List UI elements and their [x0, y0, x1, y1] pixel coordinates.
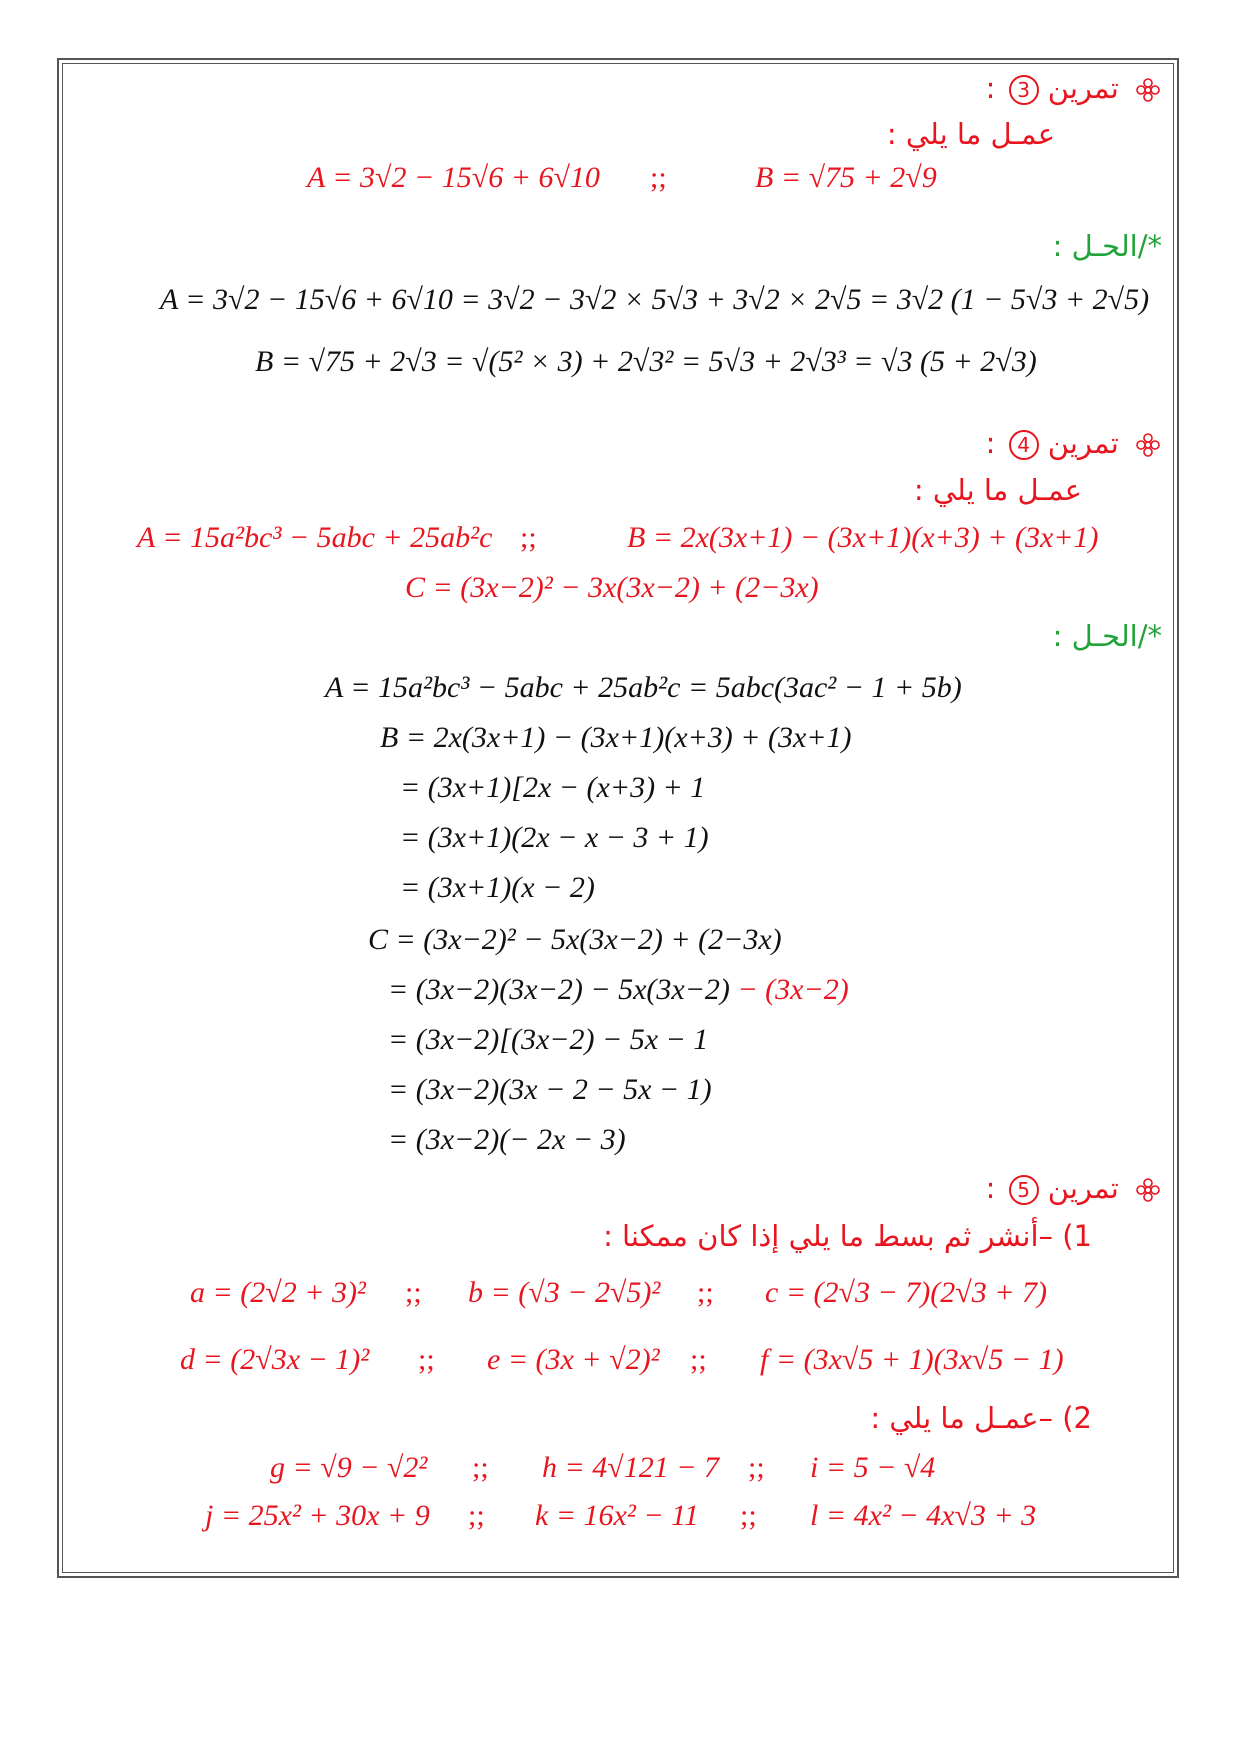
- exercise-3-solution-line: A = 3√2 − 15√6 + 6√10 = 3√2 − 3√2 × 5√3 + 3√2 × 2√5 = 3√2 (1 − 5√3 + 2√5): [160, 283, 1150, 316]
- exercise-4-solution-line: = (3x−2)(3x−2) − 5x(3x−2) − (3x−2): [388, 973, 849, 1006]
- exercise-3-expr-b: B = √75 + 2√9: [755, 161, 937, 194]
- exercise-4-expr-b: B = 2x(3x+1) − (3x+1)(x+3) + (3x+1): [627, 521, 1099, 554]
- exercise-4-solution-line: C = (3x−2)² − 5x(3x−2) + (2−3x): [368, 923, 782, 956]
- exercise-title: تمرين: [1047, 71, 1119, 105]
- exercise-number: 4: [1009, 430, 1039, 460]
- exercise-3-instruction: عمـل ما يلي :: [886, 117, 1055, 151]
- exercise-4-solution-label: */الحـل :: [1052, 619, 1162, 653]
- exercise-4-heading: تمرين 4 :: [986, 425, 1162, 461]
- exercise-4-solution-line: = (3x−2)(3x − 2 − 5x − 1): [388, 1073, 712, 1106]
- exercise-4-solution-line: = (3x+1)(2x − x − 3 + 1): [400, 821, 709, 854]
- separator: ;;: [690, 1343, 707, 1376]
- exercise-5-part1: 1) –أنشر ثم بسط ما يلي إذا كان ممكنا :: [603, 1219, 1092, 1253]
- exercise-5-expr: h = 4√121 − 7: [542, 1451, 719, 1484]
- exercise-4-solution-line: = (3x+1)(x − 2): [400, 871, 595, 904]
- exercise-5-expr: g = √9 − √2²: [270, 1451, 428, 1484]
- exercise-5-expr: b = (√3 − 2√5)²: [468, 1276, 661, 1309]
- exercise-5-expr: l = 4x² − 4x√3 + 3: [810, 1499, 1037, 1532]
- flower-icon: [1134, 1176, 1162, 1204]
- separator: ;;: [418, 1343, 435, 1376]
- exercise-4-solution-line: B = 2x(3x+1) − (3x+1)(x+3) + (3x+1): [380, 721, 852, 754]
- separator: ;;: [472, 1451, 489, 1484]
- exercise-4-solution-line: A = 15a²bc³ − 5abc + 25ab²c = 5abc(3ac² − 1 + 5b): [325, 671, 962, 704]
- exercise-5-expr: e = (3x + √2)²: [487, 1343, 660, 1376]
- exercise-5-expr: f = (3x√5 + 1)(3x√5 − 1): [760, 1343, 1064, 1376]
- exercise-4-expr-a: A = 15a²bc³ − 5abc + 25ab²c: [137, 521, 493, 554]
- separator: ;;: [740, 1499, 757, 1532]
- exercise-5-part2: 2) –عمـل ما يلي :: [870, 1401, 1092, 1435]
- separator: ;;: [405, 1276, 422, 1309]
- exercise-4-solution-line: = (3x−2)(− 2x − 3): [388, 1123, 626, 1156]
- exercise-4-expr-c: C = (3x−2)² − 3x(3x−2) + (2−3x): [405, 571, 819, 604]
- separator: ;;: [520, 521, 537, 554]
- exercise-5-expr: c = (2√3 − 7)(2√3 + 7): [765, 1276, 1047, 1309]
- exercise-5-expr: k = 16x² − 11: [535, 1499, 699, 1532]
- exercise-3-heading: تمرين 3 :: [986, 70, 1162, 106]
- exercise-number: 5: [1009, 1175, 1039, 1205]
- exercise-title: تمرين: [1047, 426, 1119, 460]
- separator: ;;: [748, 1451, 765, 1484]
- separator: ;;: [650, 161, 667, 194]
- exercise-4-instruction: عمـل ما يلي :: [913, 473, 1082, 507]
- exercise-3-solution-label: */الحـل :: [1052, 229, 1162, 263]
- separator: ;;: [697, 1276, 714, 1309]
- exercise-3-expr-a: A = 3√2 − 15√6 + 6√10: [307, 161, 600, 194]
- exercise-5-expr: a = (2√2 + 3)²: [190, 1276, 366, 1309]
- exercise-4-solution-line: = (3x+1)[2x − (x+3) + 1: [400, 771, 706, 804]
- exercise-3-solution-line: B = √75 + 2√3 = √(5² × 3) + 2√3² = 5√3 + 2√3³ = √3 (5 + 2√3): [255, 345, 1037, 378]
- exercise-5-expr: j = 25x² + 30x + 9: [205, 1499, 430, 1532]
- exercise-4-solution-line: = (3x−2)[(3x−2) − 5x − 1: [388, 1023, 709, 1056]
- exercise-5-heading: تمرين 5 :: [986, 1170, 1162, 1206]
- flower-icon: [1134, 76, 1162, 104]
- exercise-number: 3: [1009, 75, 1039, 105]
- separator: ;;: [468, 1499, 485, 1532]
- flower-icon: [1134, 431, 1162, 459]
- exercise-5-expr: d = (2√3x − 1)²: [180, 1343, 370, 1376]
- exercise-title: تمرين: [1047, 1171, 1119, 1205]
- exercise-5-expr: i = 5 − √4: [810, 1451, 936, 1484]
